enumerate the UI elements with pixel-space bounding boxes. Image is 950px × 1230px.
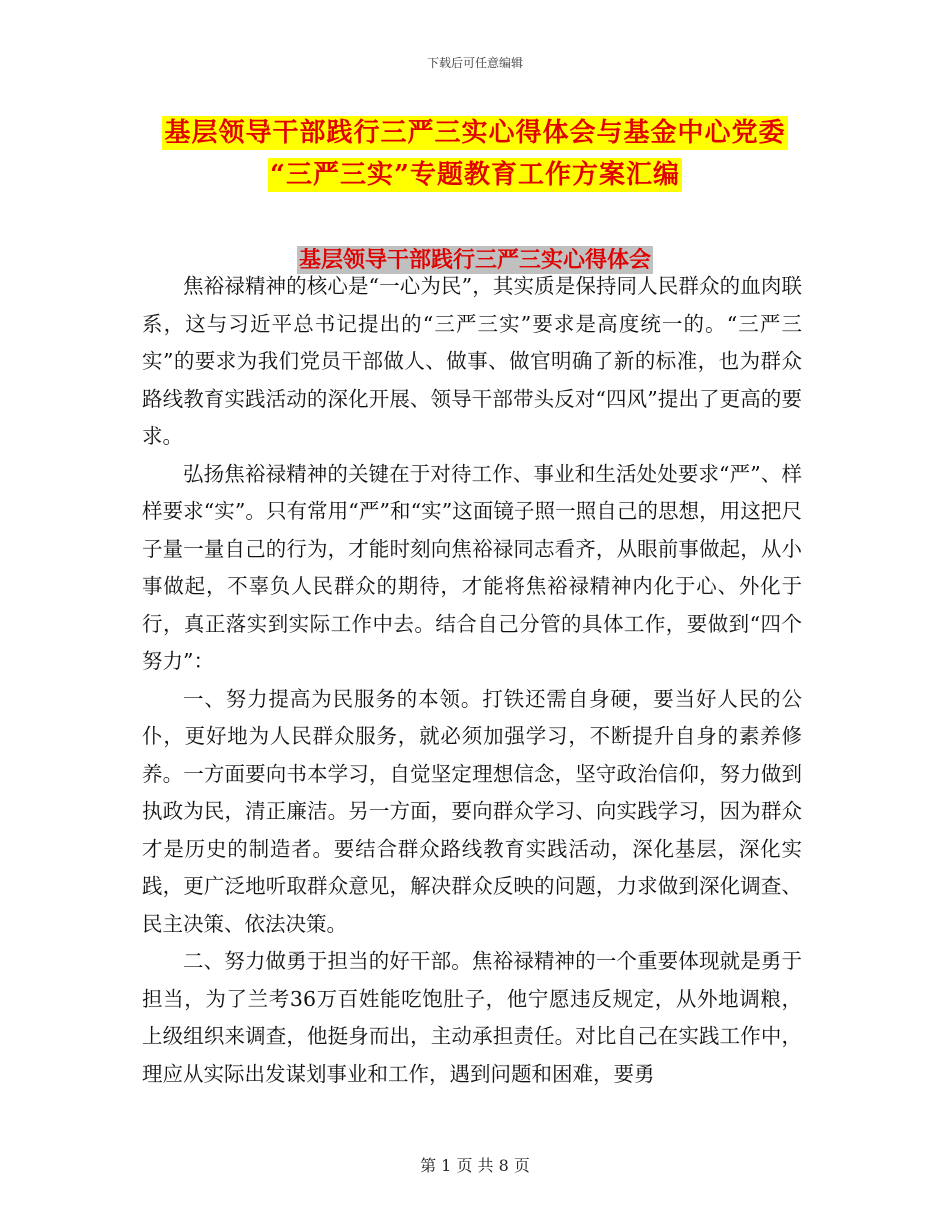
page-header: 下载后可任意编辑 [426, 56, 523, 70]
section-subtitle: 基层领导干部践行三严三实心得体会 [298, 247, 651, 273]
paragraph: 二、努力做勇于担当的好干部。焦裕禄精神的一个重要体现就是勇于担当，为了兰考36万百姓能吃饱肚子，他宁愿违反规定，从外地调粮，上级组织来调查，他挺身而出，主动承担责任。对比自己在实践工作中，理应从实际出发谋划事业和工作，遇到问题和困难，要勇 [142, 949, 802, 1086]
body-text [142, 268, 802, 1093]
document-title-line-2-wrap [0, 158, 950, 192]
document-title-line-1-wrap [0, 116, 950, 150]
paragraph: 一、努力提高为民服务的本领。打铁还需自身硬，要当好人民的公仆，更好地为人民群众服务，就必须加强学习，不断提升自身的素养修养。一方面要向书本学习，自觉坚定理想信念，坚守政治信仰，努力做到执政为民，清正廉洁。另一方面，要向群众学习、向实践学习，因为群众才是历史的制造者。要结合群众路线教育实践活动，深化基层，深化实践，更广泛地听取群众意见，解决群众反映的问题，力求做到深化调查、民主决策、依法决策。 [142, 686, 802, 936]
document-title-line-1: 基层领导干部践行三严三实心得体会与基金中心党委 [164, 118, 786, 148]
document-title-line-2: “三严三实”专题教育工作方案汇编 [270, 160, 680, 190]
page-footer: 第 1 页 共 8 页 [420, 1156, 530, 1175]
paragraph: 焦裕禄精神的核心是“一心为民”，其实质是保持同人民群众的血肉联系，这与习近平总书记提出的“三严三实”要求是高度统一的。“三严三实”的要求为我们党员干部做人、做事、做官明确了新的标准，也为群众路线教育实践活动的深化开展、领导干部带头反对“四风”提出了更高的要求。 [142, 274, 802, 448]
paragraph: 弘扬焦裕禄精神的关键在于对待工作、事业和生活处处要求“严”、样样要求“实”。只有常用“严”和“实”这面镜子照一照自己的思想，用这把尺子量一量自己的行为，才能时刻向焦裕禄同志看齐，从眼前事做起，从小事做起，不辜负人民群众的期待，才能将焦裕禄精神内化于心、外化于行，真正落实到实际工作中去。结合自己分管的具体工作，要做到“四个努力”： [142, 461, 802, 673]
